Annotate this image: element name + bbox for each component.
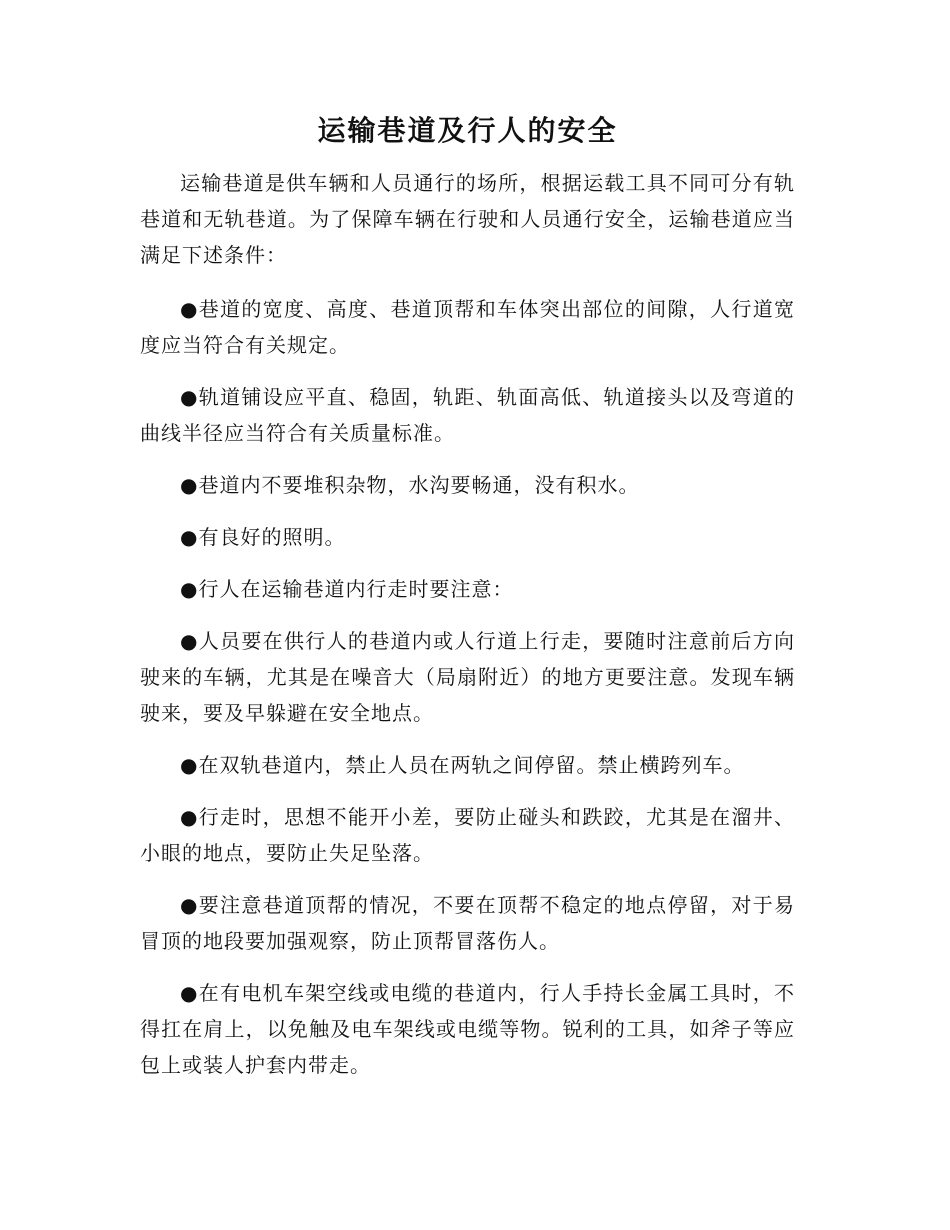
bullet-paragraph-lighting: ●有良好的照明。 (180, 525, 346, 549)
bullet-paragraph-roof-walls: ●要注意巷道顶帮的情况，不要在顶帮不稳定的地点停留，对于易冒顶的地段要加强观察，防止顶帮冒落伤人。 (140, 893, 795, 953)
bullet-paragraph-pedestrian-notice: ●行人在运输巷道内行走时要注意： (180, 577, 514, 601)
bullet-paragraph-roadway-dimensions: ●巷道的宽度、高度、巷道顶帮和车体突出部位的间隙，人行道宽度应当符合有关规定。 (140, 297, 795, 357)
bullet-paragraph-no-debris: ●巷道内不要堆积杂物，水沟要畅通，没有积水。 (180, 473, 640, 497)
bullet-paragraph-overhead-wire: ●在有电机车架空线或电缆的巷道内，行人手持长金属工具时，不得扛在肩上，以免触及电车架线或电缆等物。锐利的工具，如斧子等应包上或装人护套内带走。 (140, 981, 795, 1077)
bullet-paragraph-walkway: ●人员要在供行人的巷道内或人行道上行走，要随时注意前后方向驶来的车辆，尤其是在噪音大（局扇附近）的地方更要注意。发现车辆驶来，要及早躲避在安全地点。 (140, 629, 795, 725)
bullet-paragraph-double-track: ●在双轨巷道内，禁止人员在两轨之间停留。禁止横跨列车。 (180, 753, 745, 777)
document-title: 运输巷道及行人的安全 (317, 114, 618, 147)
document-body (140, 105, 795, 1099)
intro-paragraph: 运输巷道是供车辆和人员通行的场所，根据运载工具不同可分有轨巷道和无轨巷道。为了保障车辆在行驶和人员通行安全，运输巷道应当满足下述条件： (140, 171, 795, 267)
bullet-paragraph-attention: ●行走时，思想不能开小差，要防止碰头和跌跤，尤其是在溜井、小眼的地点，要防止失足坠落。 (140, 805, 795, 865)
bullet-paragraph-track-laying: ●轨道铺设应平直、稳固，轨距、轨面高低、轨道接头以及弯道的曲线半径应当符合有关质量标准。 (140, 385, 795, 445)
